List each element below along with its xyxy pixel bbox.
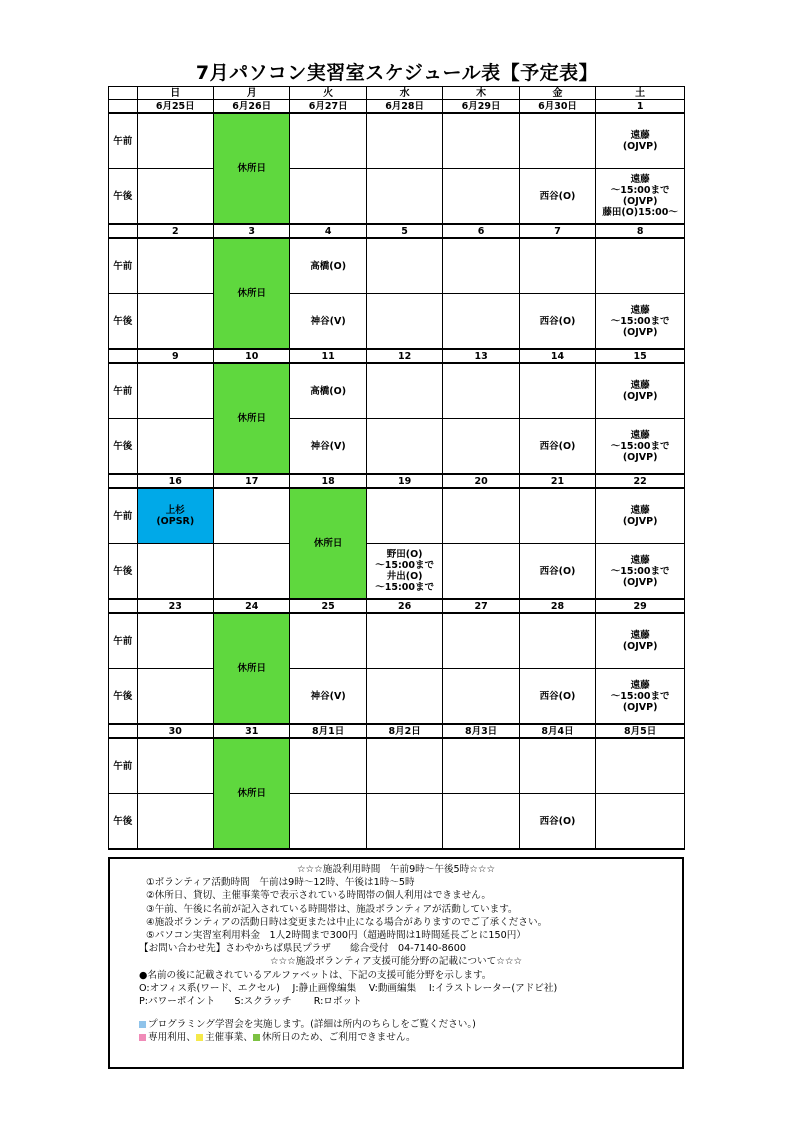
pm-label: 午後 bbox=[109, 294, 138, 350]
am-slot bbox=[290, 238, 366, 294]
am-label: 午前 bbox=[109, 113, 138, 169]
am-slot bbox=[443, 238, 519, 294]
date-row bbox=[109, 349, 685, 363]
am-slot bbox=[519, 488, 595, 544]
date-cell: 25 bbox=[290, 599, 366, 613]
date-cell: 8 bbox=[596, 224, 685, 238]
date-cell: 8月5日 bbox=[596, 724, 685, 738]
date-row bbox=[109, 100, 685, 114]
pm-slot bbox=[443, 169, 519, 225]
date-cell: 18 bbox=[290, 474, 366, 488]
note-item-5: ⑤パソコン実習室利用料金 1人2時間まで300円（超過時間は1時間延長ごとに150円） bbox=[146, 930, 526, 942]
closed-label: 休所日 bbox=[313, 538, 343, 549]
pm-slot bbox=[290, 794, 366, 850]
pm-slot bbox=[596, 544, 685, 600]
closed-label: 休所日 bbox=[237, 788, 266, 799]
skills-intro: ●名前の後に記載されているアルファベットは、下記の支援可能分野を示します。 bbox=[139, 969, 492, 981]
pm-slot bbox=[137, 544, 213, 600]
date-cell: 6月25日 bbox=[137, 100, 213, 114]
am-slot bbox=[443, 488, 519, 544]
am-slot bbox=[137, 363, 213, 419]
corner-cell bbox=[109, 724, 138, 738]
note-item-1: ①ボランティア活動時間 午前は9時～12時、午後は1時～5時 bbox=[146, 877, 415, 889]
pm-slot bbox=[366, 669, 442, 725]
pm-slot bbox=[596, 169, 685, 225]
hours-heading: ☆☆☆施設利用時間 午前9時～午後5時☆☆☆ bbox=[296, 864, 496, 875]
pm-row bbox=[109, 794, 685, 850]
am-slot bbox=[596, 238, 685, 294]
am-row bbox=[109, 738, 685, 794]
date-cell: 3 bbox=[213, 224, 289, 238]
slot-text: 遠藤 (OJVP) bbox=[622, 380, 658, 402]
note-item-3: ③午前、午後に名前が記入されている時間帯は、施設ボランティアが活動しています。 bbox=[146, 903, 518, 915]
am-slot bbox=[137, 238, 213, 294]
date-cell: 8月3日 bbox=[443, 724, 519, 738]
am-label: 午前 bbox=[109, 738, 138, 794]
pm-slot bbox=[366, 419, 442, 475]
corner-cell bbox=[109, 599, 138, 613]
note-item-4: ④施設ボランティアの活動日時は変更または中止になる場合がありますのでご了承ください。 bbox=[146, 916, 548, 928]
slot-text: 西谷(O) bbox=[539, 690, 576, 702]
am-slot bbox=[290, 113, 366, 169]
date-cell: 8月4日 bbox=[519, 724, 595, 738]
skills-heading: ☆☆☆施設ボランティア支援可能分野の記載について☆☆☆ bbox=[269, 956, 523, 968]
pm-label: 午後 bbox=[109, 794, 138, 850]
am-slot bbox=[213, 488, 289, 544]
pm-label: 午後 bbox=[109, 169, 138, 225]
corner-cell bbox=[109, 349, 138, 363]
date-cell: 27 bbox=[443, 599, 519, 613]
pm-slot bbox=[290, 294, 366, 350]
closed-day-cell bbox=[290, 488, 366, 599]
pm-slot bbox=[596, 794, 685, 850]
pm-slot bbox=[443, 669, 519, 725]
date-cell: 8月1日 bbox=[290, 724, 366, 738]
date-cell: 29 bbox=[596, 599, 685, 613]
slot-text: 遠藤 ～15:00まで (OJVP) bbox=[610, 679, 670, 713]
am-slot bbox=[596, 738, 685, 794]
day-header: 木 bbox=[443, 87, 519, 100]
yellow-square-icon bbox=[196, 1034, 203, 1041]
slot-text: 神谷(V) bbox=[310, 440, 346, 452]
date-cell: 13 bbox=[443, 349, 519, 363]
pm-slot bbox=[443, 419, 519, 475]
closed-label: 休所日 bbox=[237, 413, 266, 424]
date-cell: 10 bbox=[213, 349, 289, 363]
date-cell: 19 bbox=[366, 474, 442, 488]
page-title: 7月パソコン実習室スケジュール表【予定表】 bbox=[195, 62, 599, 84]
am-slot bbox=[366, 238, 442, 294]
date-cell: 6月28日 bbox=[366, 100, 442, 114]
slot-text: 遠藤 ～15:00まで (OJVP) bbox=[610, 554, 670, 588]
slot-text: 遠藤 (OJVP) bbox=[622, 630, 658, 652]
date-cell: 6月30日 bbox=[519, 100, 595, 114]
contact-info: 【お問い合わせ先】さわやかちば県民プラザ 総合受付 04-7140-8600 bbox=[139, 943, 466, 955]
pm-slot bbox=[290, 669, 366, 725]
am-slot bbox=[443, 613, 519, 669]
date-cell: 28 bbox=[519, 599, 595, 613]
date-cell: 8月2日 bbox=[366, 724, 442, 738]
pm-slot bbox=[443, 294, 519, 350]
am-slot bbox=[443, 113, 519, 169]
day-header-row bbox=[109, 87, 685, 100]
date-cell: 24 bbox=[213, 599, 289, 613]
legend-programming: プログラミング学習会を実施します。(詳細は所内のちらしをご覧ください。) bbox=[110, 1018, 682, 1031]
pm-slot bbox=[213, 544, 289, 600]
blue-square-icon bbox=[139, 1021, 146, 1028]
pm-slot bbox=[443, 544, 519, 600]
pm-slot bbox=[366, 794, 442, 850]
date-cell: 12 bbox=[366, 349, 442, 363]
closed-day-cell bbox=[213, 238, 289, 349]
am-row bbox=[109, 238, 685, 294]
green-square-icon bbox=[253, 1034, 260, 1041]
day-header: 日 bbox=[137, 87, 213, 100]
date-row bbox=[109, 224, 685, 238]
slot-text: 神谷(V) bbox=[310, 690, 346, 702]
am-label: 午前 bbox=[109, 613, 138, 669]
am-slot bbox=[519, 113, 595, 169]
skills-line-2: P:パワーポイント S:スクラッチ R:ロボット bbox=[139, 996, 362, 1008]
closed-day-cell bbox=[213, 113, 289, 224]
am-row bbox=[109, 613, 685, 669]
date-cell: 14 bbox=[519, 349, 595, 363]
day-header: 火 bbox=[290, 87, 366, 100]
pm-slot bbox=[519, 419, 595, 475]
am-label: 午前 bbox=[109, 238, 138, 294]
closed-label: 休所日 bbox=[237, 288, 266, 299]
pm-slot bbox=[596, 419, 685, 475]
date-cell: 9 bbox=[137, 349, 213, 363]
pm-slot bbox=[290, 169, 366, 225]
corner-cell bbox=[109, 100, 138, 114]
am-slot bbox=[596, 488, 685, 544]
date-cell: 5 bbox=[366, 224, 442, 238]
pm-slot bbox=[519, 669, 595, 725]
pm-slot bbox=[519, 169, 595, 225]
am-slot bbox=[137, 738, 213, 794]
am-slot bbox=[366, 363, 442, 419]
pm-slot bbox=[137, 419, 213, 475]
slot-text: 遠藤 ～15:00まで (OJVP) bbox=[610, 429, 670, 463]
closed-day-cell bbox=[213, 613, 289, 724]
pm-slot bbox=[596, 294, 685, 350]
pm-row bbox=[109, 419, 685, 475]
am-slot bbox=[290, 738, 366, 794]
pm-row bbox=[109, 294, 685, 350]
slot-text: 西谷(O) bbox=[539, 815, 576, 827]
note-item-2: ②休所日、貸切、主催事業等で表示されている時間帯の個人利用はできません。 bbox=[146, 890, 491, 902]
am-slot bbox=[137, 613, 213, 669]
pm-slot bbox=[137, 169, 213, 225]
am-slot bbox=[519, 738, 595, 794]
slot-text: 高橋(O) bbox=[310, 260, 347, 272]
legend-unavailable: 専用利用、 主催事業、 休所日のため、ご利用できません。 bbox=[110, 1031, 682, 1044]
date-cell: 2 bbox=[137, 224, 213, 238]
date-cell: 1 bbox=[596, 100, 685, 114]
slot-text: 遠藤 ～15:00まで (OJVP) bbox=[610, 304, 670, 338]
slot-text: 上杉 (OPSR) bbox=[156, 505, 195, 527]
slot-text: 高橋(O) bbox=[310, 385, 347, 397]
date-cell: 21 bbox=[519, 474, 595, 488]
slot-text: 遠藤 ～15:00まで (OJVP) 藤田(O)15:00～ bbox=[602, 174, 678, 218]
pm-slot bbox=[137, 669, 213, 725]
date-cell: 17 bbox=[213, 474, 289, 488]
pink-square-icon bbox=[139, 1034, 146, 1041]
pm-label: 午後 bbox=[109, 419, 138, 475]
closed-label: 休所日 bbox=[237, 663, 266, 674]
am-slot bbox=[366, 613, 442, 669]
notes-box bbox=[108, 857, 684, 1069]
date-cell: 4 bbox=[290, 224, 366, 238]
pm-slot bbox=[443, 794, 519, 850]
date-cell: 23 bbox=[137, 599, 213, 613]
am-slot bbox=[596, 363, 685, 419]
closed-label: 休所日 bbox=[237, 163, 266, 174]
pm-label: 午後 bbox=[109, 544, 138, 600]
date-row bbox=[109, 599, 685, 613]
pm-row bbox=[109, 669, 685, 725]
slot-text: 西谷(O) bbox=[539, 440, 576, 452]
date-cell: 6月29日 bbox=[443, 100, 519, 114]
am-slot bbox=[366, 113, 442, 169]
date-cell: 11 bbox=[290, 349, 366, 363]
pm-slot bbox=[137, 794, 213, 850]
slot-text: 西谷(O) bbox=[539, 315, 576, 327]
pm-slot bbox=[366, 544, 442, 600]
pm-slot bbox=[519, 794, 595, 850]
date-cell: 7 bbox=[519, 224, 595, 238]
am-slot bbox=[596, 613, 685, 669]
corner-cell bbox=[109, 474, 138, 488]
slot-text: 遠藤 (OJVP) bbox=[622, 130, 658, 152]
date-cell: 6月26日 bbox=[213, 100, 289, 114]
date-cell: 20 bbox=[443, 474, 519, 488]
pm-row bbox=[109, 169, 685, 225]
pm-slot bbox=[366, 169, 442, 225]
date-cell: 30 bbox=[137, 724, 213, 738]
day-header: 月 bbox=[213, 87, 289, 100]
day-header: 土 bbox=[596, 87, 685, 100]
pm-slot bbox=[290, 419, 366, 475]
date-row bbox=[109, 474, 685, 488]
date-cell: 22 bbox=[596, 474, 685, 488]
slot-text: 神谷(V) bbox=[310, 315, 346, 327]
closed-day-cell bbox=[213, 363, 289, 474]
date-row bbox=[109, 724, 685, 738]
am-slot bbox=[519, 238, 595, 294]
pm-slot bbox=[366, 294, 442, 350]
am-slot bbox=[519, 613, 595, 669]
am-slot bbox=[366, 488, 442, 544]
slot-text: 遠藤 (OJVP) bbox=[622, 505, 658, 527]
am-row bbox=[109, 488, 685, 544]
skills-line-1: O:オフィス系(ワード、エクセル) J:静止画像編集 V:動画編集 I:イラストレーター(アドビ社) bbox=[139, 982, 558, 994]
date-cell: 15 bbox=[596, 349, 685, 363]
am-row bbox=[109, 363, 685, 419]
pm-slot bbox=[137, 294, 213, 350]
date-cell: 31 bbox=[213, 724, 289, 738]
corner-cell bbox=[109, 224, 138, 238]
schedule-table bbox=[108, 86, 685, 850]
slot-text: 西谷(O) bbox=[539, 565, 576, 577]
am-label: 午前 bbox=[109, 488, 138, 544]
date-cell: 6 bbox=[443, 224, 519, 238]
pm-slot bbox=[596, 669, 685, 725]
am-slot bbox=[443, 738, 519, 794]
am-label: 午前 bbox=[109, 363, 138, 419]
pm-slot bbox=[519, 294, 595, 350]
am-slot bbox=[443, 363, 519, 419]
date-cell: 16 bbox=[137, 474, 213, 488]
am-row bbox=[109, 113, 685, 169]
corner-cell bbox=[109, 87, 138, 100]
am-slot bbox=[137, 113, 213, 169]
slot-text: 野田(O) ～15:00まで 井出(O) ～15:00まで bbox=[375, 549, 434, 593]
day-header: 水 bbox=[366, 87, 442, 100]
closed-day-cell bbox=[213, 738, 289, 849]
pm-slot bbox=[519, 544, 595, 600]
am-slot bbox=[519, 363, 595, 419]
am-slot bbox=[290, 363, 366, 419]
slot-text: 西谷(O) bbox=[539, 190, 576, 202]
pm-row bbox=[109, 544, 685, 600]
date-cell: 26 bbox=[366, 599, 442, 613]
date-cell: 6月27日 bbox=[290, 100, 366, 114]
am-slot bbox=[366, 738, 442, 794]
am-slot bbox=[596, 113, 685, 169]
am-slot bbox=[137, 488, 213, 544]
am-slot bbox=[290, 613, 366, 669]
pm-label: 午後 bbox=[109, 669, 138, 725]
day-header: 金 bbox=[519, 87, 595, 100]
